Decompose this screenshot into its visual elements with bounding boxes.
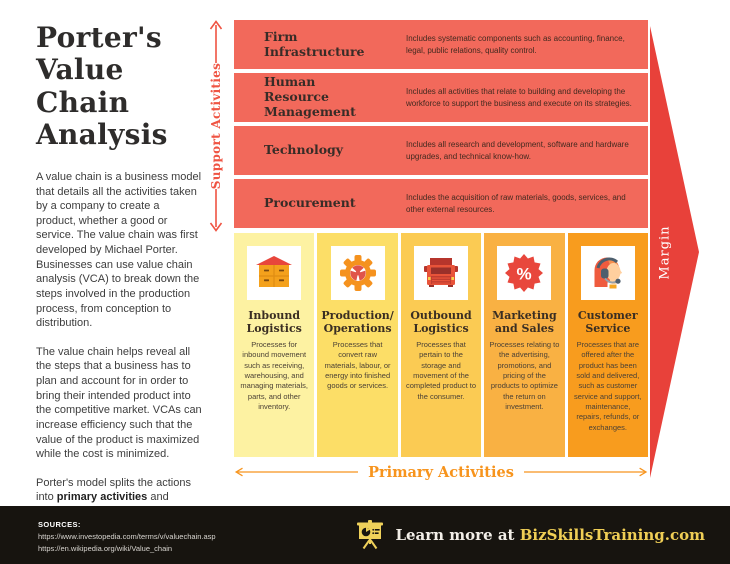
cta-text: Learn more at BizSkillsTraining.com (395, 526, 705, 544)
column-inbound-logistics (234, 233, 314, 457)
row-description: Includes all activities that relate to building and developing the workforce to support the business and execute on its strategies. (406, 87, 632, 108)
column-title: Production/ Operations (321, 309, 394, 336)
support-row-technology (234, 126, 648, 175)
column-description: Processes relating to the advertising, promotions, and pricing of the products to optimize the return on investment. (489, 340, 560, 412)
row-description: Includes the acquisition of raw materials, goods, services, and other external resources. (406, 193, 626, 214)
primary-activities-label: Primary Activities (368, 463, 514, 481)
icon-box (331, 246, 385, 300)
svg-text:%: % (516, 264, 532, 284)
column-title: Marketing and Sales (492, 309, 557, 336)
discount-badge-icon (504, 253, 544, 293)
gear-icon (338, 253, 378, 293)
margin-label: Margin (657, 224, 673, 280)
presentation-board-icon (354, 519, 386, 551)
detail-paragraph: The value chain helps reveal all the steps that a business has to plan and account for in order to bring their intended product into the competitive market. VCAs can increase efficiency such that the value of the product is maximized while the cost is minimized. (36, 345, 202, 461)
column-description: Processes that convert raw materials, labour, or energy into finished goods or services. (324, 340, 391, 391)
primary-columns (234, 233, 648, 457)
headset-agent-icon (588, 253, 628, 293)
primary-activities-axis (234, 463, 648, 481)
arrow-up-icon (209, 20, 223, 64)
support-rows (234, 20, 648, 232)
source-link: https://www.investopedia.com/terms/v/valuechain.asp (38, 532, 216, 541)
primary-activities-term: primary activities (56, 491, 148, 504)
icon-box (247, 246, 301, 300)
arrow-right-icon (524, 466, 648, 478)
column-description: Processes for inbound movement such as receiving, warehousing, and managing materials, parts, and other inventory. (240, 340, 308, 412)
row-title: Firm Infrastructure (264, 28, 365, 59)
column-customer-service (568, 233, 648, 457)
column-description: Processes that are offered after the product has been sold and delivered, such as customer service and support, maintenance, repairs, refunds, or exchanges. (574, 340, 642, 432)
support-row-human-resource (234, 73, 648, 122)
row-title: Technology (264, 142, 344, 158)
closing-paragraph: Porter's model splits the actions into primary activities and (36, 476, 202, 520)
column-marketing-sales (484, 233, 564, 457)
column-description: Processes that pertain to the storage and movement of the completed product to the consumer. (405, 340, 477, 401)
intro-paragraph: A value chain is a business model that details all the activities taken by a company to create a product, whether a good or service. The value chain was first developed by Michael Porter. Businesses can use value chain analysis (VCA) to break down the steps involved in the production process, from conception to distribution. (36, 170, 202, 330)
source-link: https://en.wikipedia.org/wiki/Value_chain (38, 543, 173, 553)
icon-box (414, 246, 468, 300)
sources-block (38, 519, 216, 554)
icon-box (497, 246, 551, 300)
sidebar (36, 22, 202, 534)
arrow-down-icon (209, 188, 223, 232)
support-row-firm-infrastructure (234, 20, 648, 69)
footer-cta (354, 506, 705, 564)
row-description: Includes systematic components such as accounting, finance, legal, public relations, quality control. (406, 34, 625, 55)
column-title: Customer Service (577, 309, 638, 336)
row-title: Procurement (264, 195, 356, 211)
arrow-left-icon (234, 466, 358, 478)
column-production-operations (317, 233, 397, 457)
support-activities-label: Support Activities (209, 62, 223, 190)
footer (0, 506, 730, 564)
column-title: Inbound Logistics (246, 309, 302, 336)
support-row-procurement (234, 179, 648, 228)
row-title: Human Resource Management (264, 74, 356, 119)
sources-label: SOURCES: (38, 520, 81, 529)
support-activities-axis (201, 20, 231, 232)
page-title: Porter's Value Chain Analysis (36, 21, 168, 152)
icon-box (581, 246, 635, 300)
column-title: Outbound Logistics (410, 309, 472, 336)
row-description: Includes all research and development, software and hardware upgrades, and technical know-how. (406, 140, 629, 161)
column-outbound-logistics (401, 233, 481, 457)
warehouse-icon (254, 253, 294, 293)
margin-arrow (650, 24, 702, 480)
truck-icon (421, 253, 461, 293)
cta-brand: BizSkillsTraining.com (519, 526, 705, 544)
